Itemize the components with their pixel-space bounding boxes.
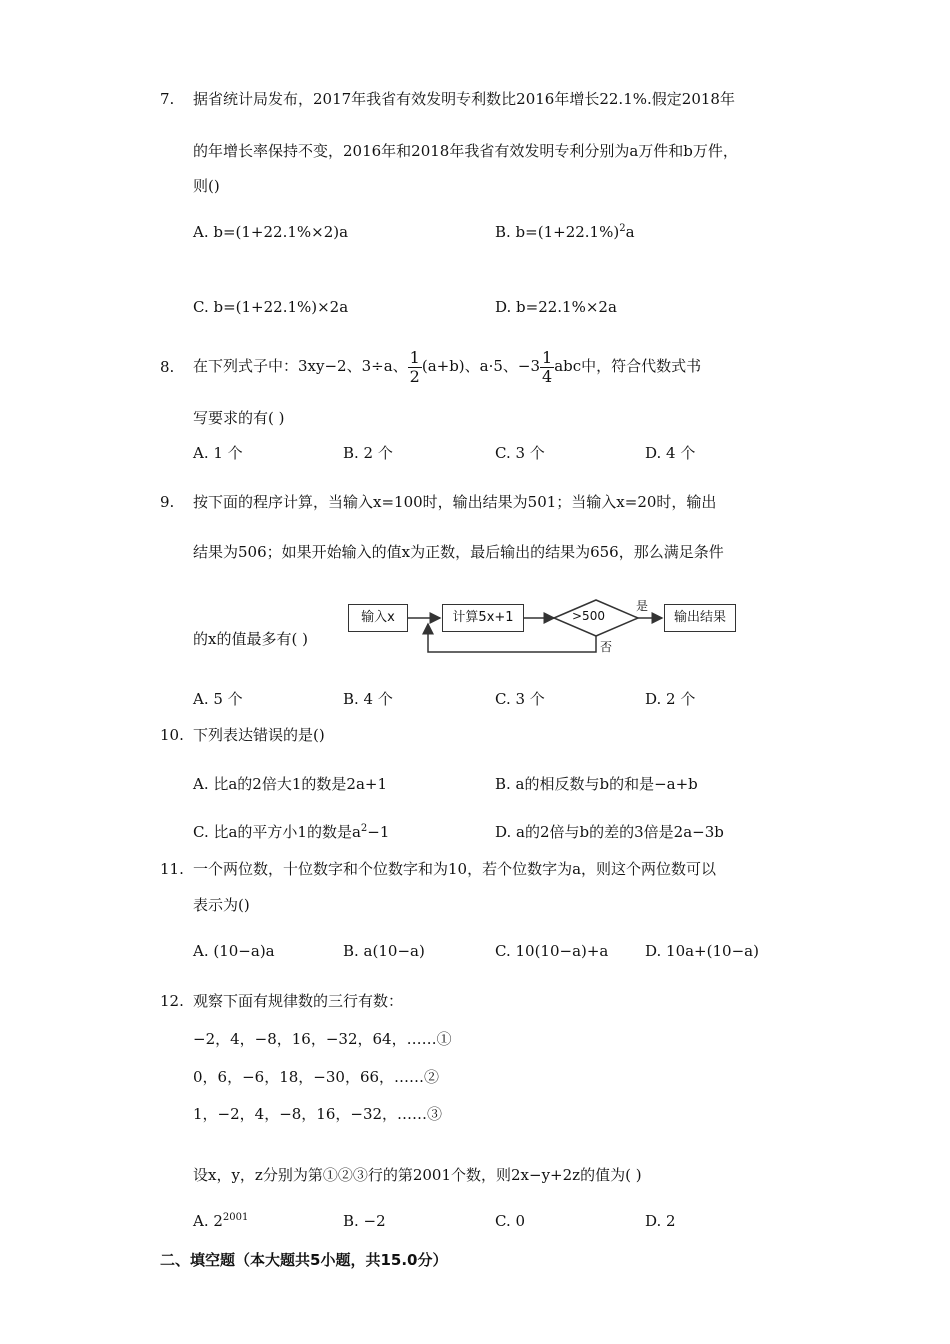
q10-option-b[interactable]: B. a的相反数与b的和是−a+b [495,775,698,793]
q10-option-a[interactable]: A. 比a的2倍大1的数是2a+1 [193,775,387,793]
q10-option-d[interactable]: D. a的2倍与b的差的3倍是2a−3b [495,823,724,841]
q12-number: 12. [160,992,184,1010]
q9-flowchart [340,596,740,658]
flow-calc-box: 计算5x+1 [442,604,524,632]
q11-option-d[interactable]: D. 10a+(10−a) [645,942,759,960]
q12-row3: 1，−2，4，−8，16，−32，……③ [193,1105,443,1123]
q10-number: 10. [160,726,184,744]
q7-line3: 则() [193,177,220,195]
flow-yes-label: 是 [636,599,649,613]
q10-option-c[interactable] [193,821,389,842]
flow-no-label: 否 [600,640,613,654]
q8-fraction-quarter [540,349,554,386]
q9-number: 9. [160,493,175,511]
q12-option-c[interactable]: C. 0 [495,1212,526,1230]
q8-fraction-half [408,349,422,386]
q12-line1: 观察下面有规律数的三行有数： [193,992,404,1010]
flow-input-box: 输入x [348,604,408,632]
q12-row1: −2，4，−8，16，−32，64，……① [193,1030,452,1048]
q8-frac1-bot: 2 [409,366,420,386]
q8-option-a[interactable]: A. 1 个 [193,444,243,462]
q8-option-c[interactable]: C. 3 个 [495,444,545,462]
q10-line1: 下列表达错误的是() [193,726,325,744]
q7-line2: 的年增长率保持不变，2016年和2018年我省有效发明专利分别为a万件和b万件， [193,142,738,160]
q11-option-c[interactable]: C. 10(10−a)+a [495,942,609,960]
q9-option-a[interactable]: A. 5 个 [193,690,243,708]
q12-option-a-text: A. 2 [193,1212,223,1230]
q8-line2: 写要求的有( ) [193,409,285,427]
flow-output-box: 输出结果 [664,604,736,632]
q8-line1 [193,344,701,388]
q7-option-d[interactable]: D. b=22.1%×2a [495,298,617,316]
q12-line2: 设x，y，z分别为第①②③行的第2001个数，则2x−y+2z的值为( ) [193,1166,642,1184]
q9-line2: 结果为506；如果开始输入的值x为正数，最后输出的结果为656，那么满足条件 [193,543,724,561]
q11-line1: 一个两位数，十位数字和个位数字和为10，若个位数字为a，则这个两位数可以 [193,860,717,878]
q7-option-b-sup: 2 [619,223,626,234]
q9-line1: 按下面的程序计算，当输入x=100时，输出结果为501；当输入x=20时，输出 [193,493,717,511]
q11-line2: 表示为() [193,896,250,914]
q12-row2: 0，6，−6，18，−30，66，……② [193,1068,440,1086]
q8-frac2-bot: 4 [542,366,553,386]
q8-option-b[interactable]: B. 2 个 [343,444,393,462]
q9-option-b[interactable]: B. 4 个 [343,690,393,708]
q11-option-b[interactable]: B. a(10−a) [343,942,425,960]
q7-option-b[interactable] [495,223,635,241]
q10-option-c-sup: 2 [360,823,368,834]
q12-option-a[interactable] [193,1212,248,1230]
q10-option-c-text: C. 比a的平方小1的数是a [193,823,361,841]
q11-option-a[interactable]: A. (10−a)a [193,942,275,960]
q7-option-b-text: B. b=(1+22.1%) [495,223,620,241]
q8-frac2-top: 1 [542,347,553,367]
q8-number: 8. [160,358,175,376]
q8-tail: abc中，符合代数式书 [554,357,702,375]
q9-line3: 的x的值最多有( ) [193,630,308,648]
q8-frac1-top: 1 [409,347,420,367]
q10-option-c-tail: −1 [367,823,390,841]
q11-number: 11. [160,860,184,878]
q7-line1: 据省统计局发布，2017年我省有效发明专利数比2016年增长22.1%.假定2018年 [193,90,735,108]
q12-option-a-sup: 2001 [222,1212,249,1223]
q7-number: 7. [160,90,175,108]
flow-condition-label: >500 [572,609,605,623]
q12-option-b[interactable]: B. −2 [343,1212,386,1230]
q8-option-d[interactable]: D. 4 个 [645,444,696,462]
section-2-heading: 二、填空题（本大题共5小题，共15.0分） [160,1251,448,1269]
q7-option-c[interactable]: C. b=(1+22.1%)×2a [193,298,349,316]
q9-option-d[interactable]: D. 2 个 [645,690,696,708]
q8-mid: (a+b)、a·5、−3 [421,357,541,375]
q7-option-b-tail: a [625,223,635,241]
q8-lead: 在下列式子中：3xy−2、3÷a、 [193,357,408,375]
q7-option-a[interactable]: A. b=(1+22.1%×2)a [193,223,349,241]
q9-option-c[interactable]: C. 3 个 [495,690,545,708]
q12-option-d[interactable]: D. 2 [645,1212,676,1230]
